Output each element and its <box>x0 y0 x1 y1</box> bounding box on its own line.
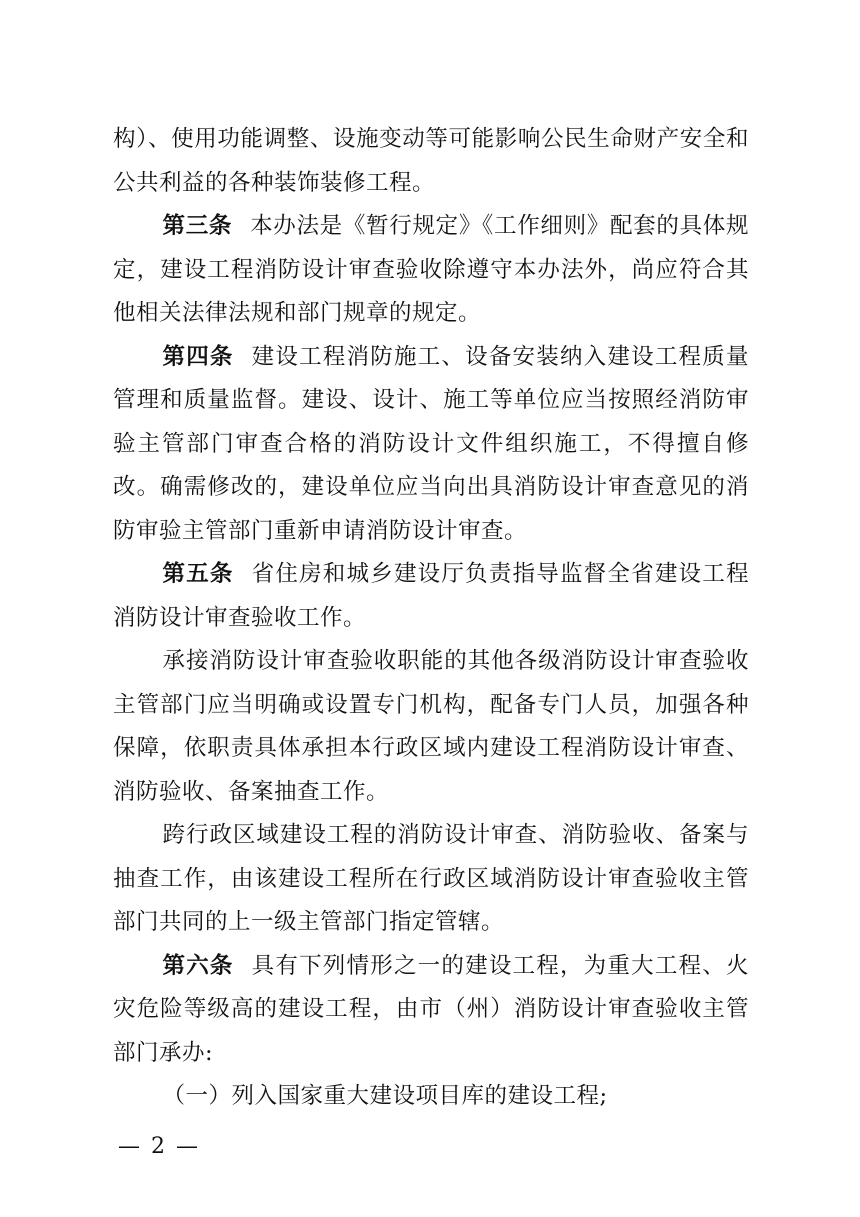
article-5-paragraph-2 <box>113 640 749 814</box>
article-heading: 第三条 <box>162 213 233 239</box>
article-4 <box>113 336 749 554</box>
article-5-paragraph-3 <box>113 814 749 945</box>
article-6 <box>113 945 749 1076</box>
article-heading: 第六条 <box>162 952 234 979</box>
paragraph-text: 承接消防设计审查验收职能的其他各级消防设计审查验收主管部门应当明确或设置专门机构，配备专门人员，加强各种保障，依职责具体承担本行政区域内建设工程消防设计审查、消防验收、备案抽查工作。 <box>113 648 749 805</box>
paragraph-text: 建设工程消防施工、设备安装纳入建设工程质量管理和质量监督。建设、设计、施工等单位应当按照经消防审验主管部门审查合格的消防设计文件组织施工，不得擅自修改。确需修改的，建设单位应当向出具消防设计审查意见的消防审验主管部门重新申请消防设计审查。 <box>113 343 749 544</box>
paragraph-text: （一）列入国家重大建设项目库的建设工程; <box>162 1083 608 1109</box>
paragraph-continuation <box>113 118 749 205</box>
article-5 <box>113 553 749 640</box>
page-number: — 2 — <box>118 1134 200 1159</box>
paragraph-text: 构）、使用功能调整、设施变动等可能影响公民生命财产安全和公共利益的各种装饰装修工程。 <box>113 126 749 196</box>
list-item-1 <box>113 1075 749 1119</box>
paragraph-text: 省住房和城乡建设厅负责指导监督全省建设工程消防设计审查验收工作。 <box>113 561 749 631</box>
paragraph-text: 本办法是《暂行规定》《工作细则》配套的具体规定，建设工程消防设计审查验收除遵守本办法外，尚应符合其他相关法律法规和部门规章的规定。 <box>113 213 749 326</box>
document-body <box>113 118 749 1119</box>
article-heading: 第四条 <box>162 343 234 370</box>
article-3 <box>113 205 749 336</box>
paragraph-text: 跨行政区域建设工程的消防设计审查、消防验收、备案与抽查工作，由该建设工程所在行政区域消防设计审查验收主管部门共同的上一级主管部门指定管辖。 <box>113 822 749 935</box>
paragraph-text: 具有下列情形之一的建设工程，为重大工程、火灾危险等级高的建设工程，由市（州）消防设计审查验收主管部门承办: <box>113 952 749 1066</box>
article-heading: 第五条 <box>162 561 234 587</box>
